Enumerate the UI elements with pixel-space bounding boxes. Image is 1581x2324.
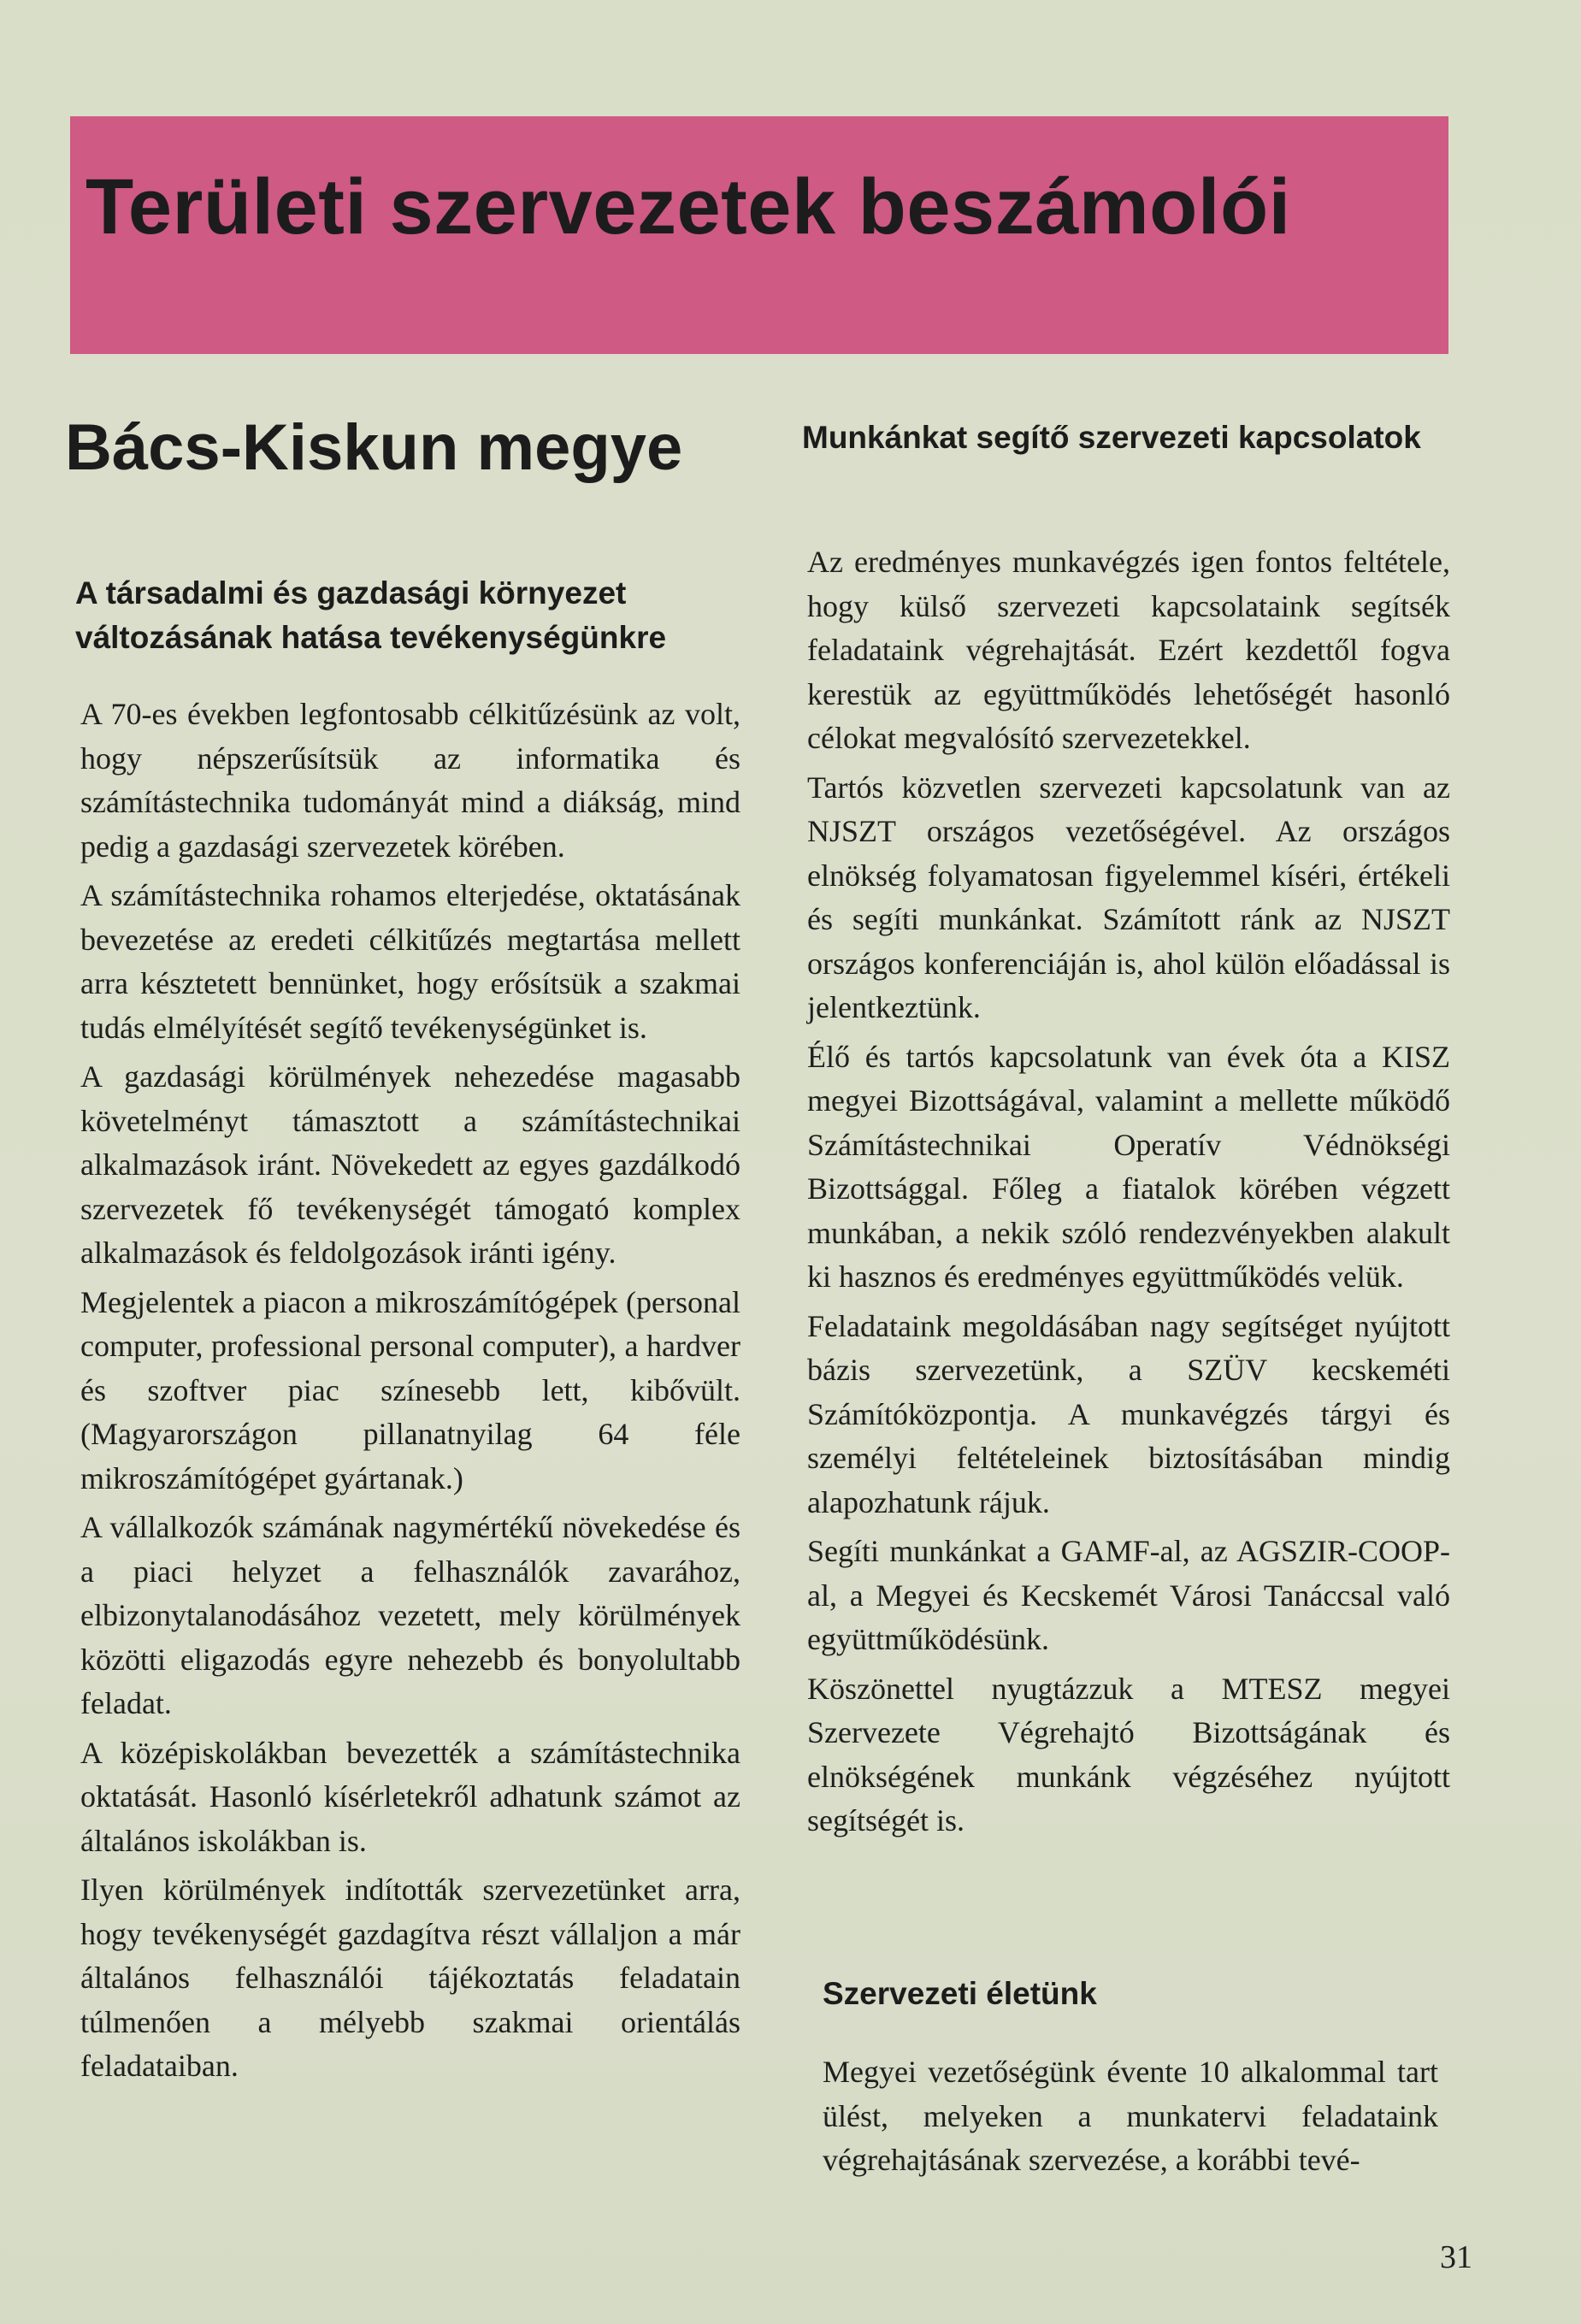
right-column-1 [807,540,1450,1849]
left-column [80,693,740,2094]
paragraph: Megyei vezetőségünk évente 10 alkalommal tart ülést, melyeken a munkatervi feladataink végrehajtásának szervezése, a korábbi tevé- [823,2055,1438,2177]
county-heading: Bács-Kiskun megye [65,411,683,484]
right-section-heading-2: Szervezeti életünk [823,1976,1097,2011]
paragraph: Az eredményes munkavégzés igen fontos feltétele, hogy külső szervezeti kapcsolataink segítsék feladataink végrehajtását. Ezért kezdettől fogva kerestük az együttműködés lehetőségét hasonló célokat megvalósító szervezetekkel. [807,545,1450,755]
paragraph: Tartós közvetlen szervezeti kapcsolatunk van az NJSZT országos vezetőségével. Az országos elnökség folyamatosan figyelemmel kíséri, értékeli és segíti munkánkat. Számított ránk az NJSZT országos konferenciáján is, ahol külön előadással is jelentkeztünk. [807,770,1450,1024]
right-section-heading: Munkánkat segítő szervezeti kapcsolatok [802,420,1421,455]
paragraph: A középiskolákban bevezették a számítástechnika oktatását. Hasonló kísérletekről adhatunk számot az általános iskolákban is. [80,1735,740,1858]
paragraph: A gazdasági körülmények nehezedése magasabb követelményt támasztott a számítástechnikai alkalmazások iránt. Növekedett az egyes gazdálkodó szervezetek fő tevékenységét támogató komplex alkalmazások és feldolgozások iránti igény. [80,1059,740,1270]
paragraph: Feladataink megoldásában nagy segítséget nyújtott bázis szervezetünk, a SZÜV kecskeméti Számítóközpontja. A munkavégzés tárgyi és személyi feltételeinek biztosításában mindig alapozhatunk rájuk. [807,1308,1450,1519]
paragraph: Élő és tartós kapcsolatunk van évek óta a KISZ megyei Bizottságával, valamint a mellette működő Számítástechnikai Operatív Védnökségi Bizottsággal. Főleg a fiatalok körében végzett munkában, a nekik szóló rendezvényekben alakult ki hasznos és eredményes együttműködés velük. [807,1039,1450,1294]
paragraph: Köszönettel nyugtázzuk a MTESZ megyei Szervezete Végrehajtó Bizottságának és elnökségének munkánk végzéséhez nyújtott segítségét is. [807,1671,1450,1837]
paragraph: Ilyen körülmények indították szervezetünket arra, hogy tevékenységét gazdagítva részt vállaljon a már általános felhasználói tájékoztatás feladatain túlmenően a mélyebb szakmai orientálás feladataiban. [80,1873,740,2083]
paragraph: A vállalkozók számának nagymértékű növekedése és a piaci helyzet a felhasználók zavarához, elbizonytalanodásához vezetett, mely körülmények közötti eligazodás egyre nehezebb és bonyolultabb feladat. [80,1510,740,1720]
paragraph: Segíti munkánkat a GAMF-al, az AGSZIR-COOP-al, a Megyei és Kecskemét Városi Tanáccsal való együttműködésünk. [807,1534,1450,1656]
left-section-heading: A társadalmi és gazdasági környezet változásának hatása tevékenységünkre [75,575,667,655]
page-title: Területi szervezetek beszámolói [86,163,1291,251]
paragraph: Megjelentek a piacon a mikroszámítógépek (personal computer, professional personal computer), a hardver és szoftver piac színesebb lett, kibővült. (Magyarországon pillanatnyilag 64 féle mikroszámítógépet gyártanak.) [80,1284,740,1495]
paragraph: A számítástechnika rohamos elterjedése, oktatásának bevezetése az eredeti célkitűzés megtartása mellett arra késztetett bennünket, hogy erősítsük a szakmai tudás elmélyítését segítő tevékenységünket is. [80,878,740,1045]
right-column-2 [823,2050,1438,2188]
page-number: 31 [1440,2239,1472,2275]
paragraph: A 70-es években legfontosabb célkitűzésünk az volt, hogy népszerűsítsük az informatika és számítástechnika tudományát mind a diákság, mind pedig a gazdasági szervezetek körében. [80,697,740,864]
